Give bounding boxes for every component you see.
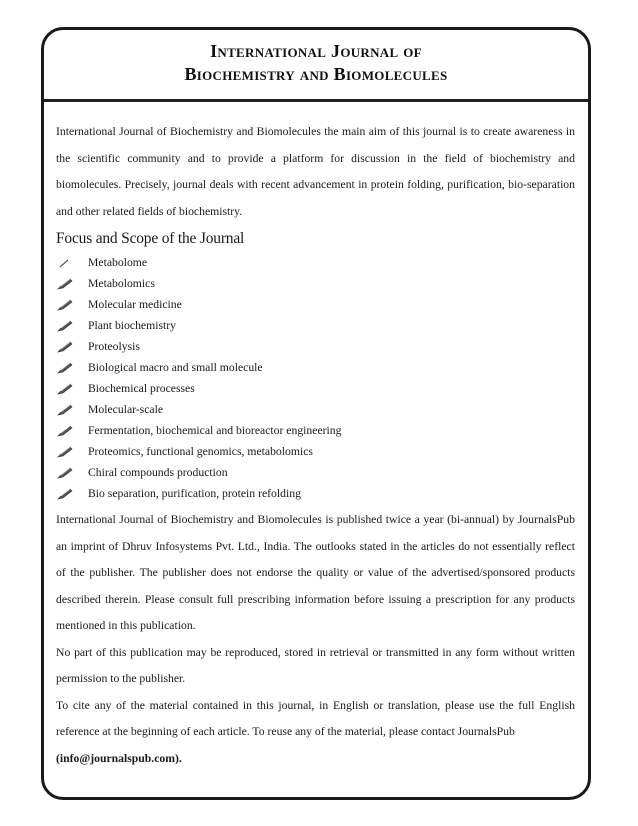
- scope-list-item: [56, 336, 575, 357]
- header-divider: [44, 99, 588, 102]
- scope-item-label: Molecular medicine: [88, 298, 182, 311]
- scope-list-item: [56, 273, 575, 294]
- pen-nib-icon: [56, 466, 76, 480]
- scope-item-label: Biochemical processes: [88, 382, 195, 395]
- page-content: [56, 119, 575, 772]
- pen-nib-icon: [56, 487, 76, 501]
- pen-nib-icon: [56, 424, 76, 438]
- journal-title-line-2: Biochemistry and Biomolecules: [184, 64, 448, 84]
- scope-list: [56, 252, 575, 504]
- scope-list-item: [56, 483, 575, 504]
- pen-nib-icon: [56, 256, 76, 270]
- scope-item-label: Proteolysis: [88, 340, 140, 353]
- scope-list-item: [56, 294, 575, 315]
- scope-item-label: Bio separation, purification, protein refolding: [88, 487, 301, 500]
- journal-title-header: [44, 40, 588, 86]
- scope-list-item: [56, 399, 575, 420]
- scope-item-label: Proteomics, functional genomics, metabolomics: [88, 445, 313, 458]
- scope-list-item: [56, 441, 575, 462]
- scope-list-item: [56, 420, 575, 441]
- scope-list-item: [56, 378, 575, 399]
- pen-nib-icon: [56, 403, 76, 417]
- scope-item-label: Biological macro and small molecule: [88, 361, 263, 374]
- scope-list-item: [56, 315, 575, 336]
- scope-item-label: Molecular-scale: [88, 403, 164, 416]
- publication-paragraph: International Journal of Biochemistry and Biomolecules is published twice a year (bi-annual) by JournalsPub an imprint of Dhruv Infosystems Pvt. Ltd., India. The outlooks stated in the articles do not essentially reflect of the publisher. The publisher does not endorse the quality or value of the advertised/sponsored products described therein. Please consult full prescribing information before issuing a prescription for any products mentioned in this publication.: [56, 513, 575, 632]
- scope-list-item: [56, 252, 575, 273]
- scope-item-label: Chiral compounds production: [88, 466, 228, 479]
- reproduction-paragraph: No part of this publication may be reproduced, stored in retrieval or transmitted in any form without written permission to the publisher.: [56, 645, 575, 685]
- journal-title-line-1: International Journal of: [210, 41, 422, 61]
- pen-nib-icon: [56, 382, 76, 396]
- pen-nib-icon: [56, 319, 76, 333]
- cite-paragraph: [56, 693, 575, 773]
- contact-email: (info@journalspub.com).: [56, 751, 182, 765]
- scope-item-label: Metabolomics: [88, 277, 155, 290]
- intro-paragraph: International Journal of Biochemistry and Biomolecules the main aim of this journal is to create awareness in the scientific community and to provide a platform for discussion in the field of biochemistry and biomolecules. Precisely, journal deals with recent advancement in protein folding, purification, bio-separation and other related fields of biochemistry.: [56, 125, 575, 218]
- pen-nib-icon: [56, 340, 76, 354]
- scope-list-item: [56, 357, 575, 378]
- pen-nib-icon: [56, 445, 76, 459]
- scope-item-label: Plant biochemistry: [88, 319, 176, 332]
- scope-heading: Focus and Scope of the Journal: [56, 230, 245, 247]
- scope-item-label: Fermentation, biochemical and bioreactor engineering: [88, 424, 342, 437]
- pen-nib-icon: [56, 298, 76, 312]
- scope-list-item: [56, 462, 575, 483]
- cite-text: To cite any of the material contained in this journal, in English or translation, please use the full English reference at the beginning of each article. To reuse any of the material, please contact JournalsPub: [56, 698, 575, 738]
- pen-nib-icon: [56, 361, 76, 375]
- pen-nib-icon: [56, 277, 76, 291]
- scope-item-label: Metabolome: [88, 256, 148, 269]
